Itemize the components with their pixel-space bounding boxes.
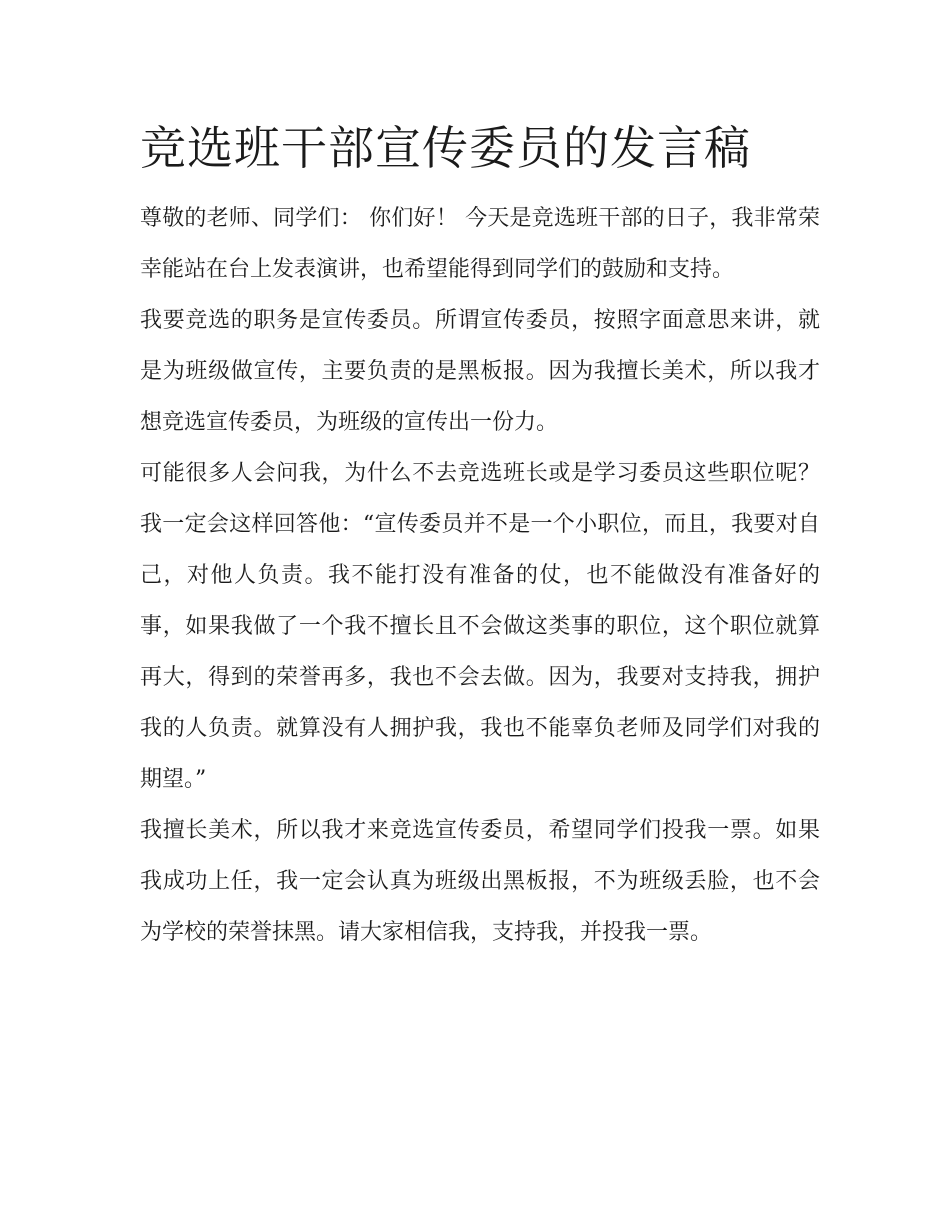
document-content	[140, 112, 820, 958]
paragraph-position: 我要竞选的职务是宣传委员。所谓宣传委员，按照字面意思来讲，就是为班级做宣传，主要负责的是黑板报。因为我擅长美术，所以我才想竞选宣传委员，为班级的宣传出一份力。	[140, 308, 820, 435]
paragraph-reason: 可能很多人会问我，为什么不去竞选班长或是学习委员这些职位呢？我一定会这样回答他：“宣传委员并不是一个小职位，而且，我要对自己，对他人负责。我不能打没有准备的仗，也不能做没有准备好的事，如果我做了一个我不擅长且不会做这类事的职位，这个职位就算再大，得到的荣誉再多，我也不会去做。因为，我要对支持我，拥护我的人负责。就算没有人拥护我，我也不能辜负老师及同学们对我的期望。”	[140, 461, 820, 792]
paragraph-greeting: 尊敬的老师、同学们： 你们好！ 今天是竞选班干部的日子，我非常荣幸能站在台上发表演讲，也希望能得到同学们的鼓励和支持。	[140, 206, 820, 282]
paragraph-closing: 我擅长美术，所以我才来竞选宣传委员，希望同学们投我一票。如果我成功上任，我一定会认真为班级出黑板报，不为班级丢脸，也不会为学校的荣誉抹黑。请大家相信我，支持我，并投我一票。	[140, 818, 820, 945]
document-title: 竞选班干部宣传委员的发言稿	[140, 121, 751, 175]
document-body	[140, 193, 820, 958]
